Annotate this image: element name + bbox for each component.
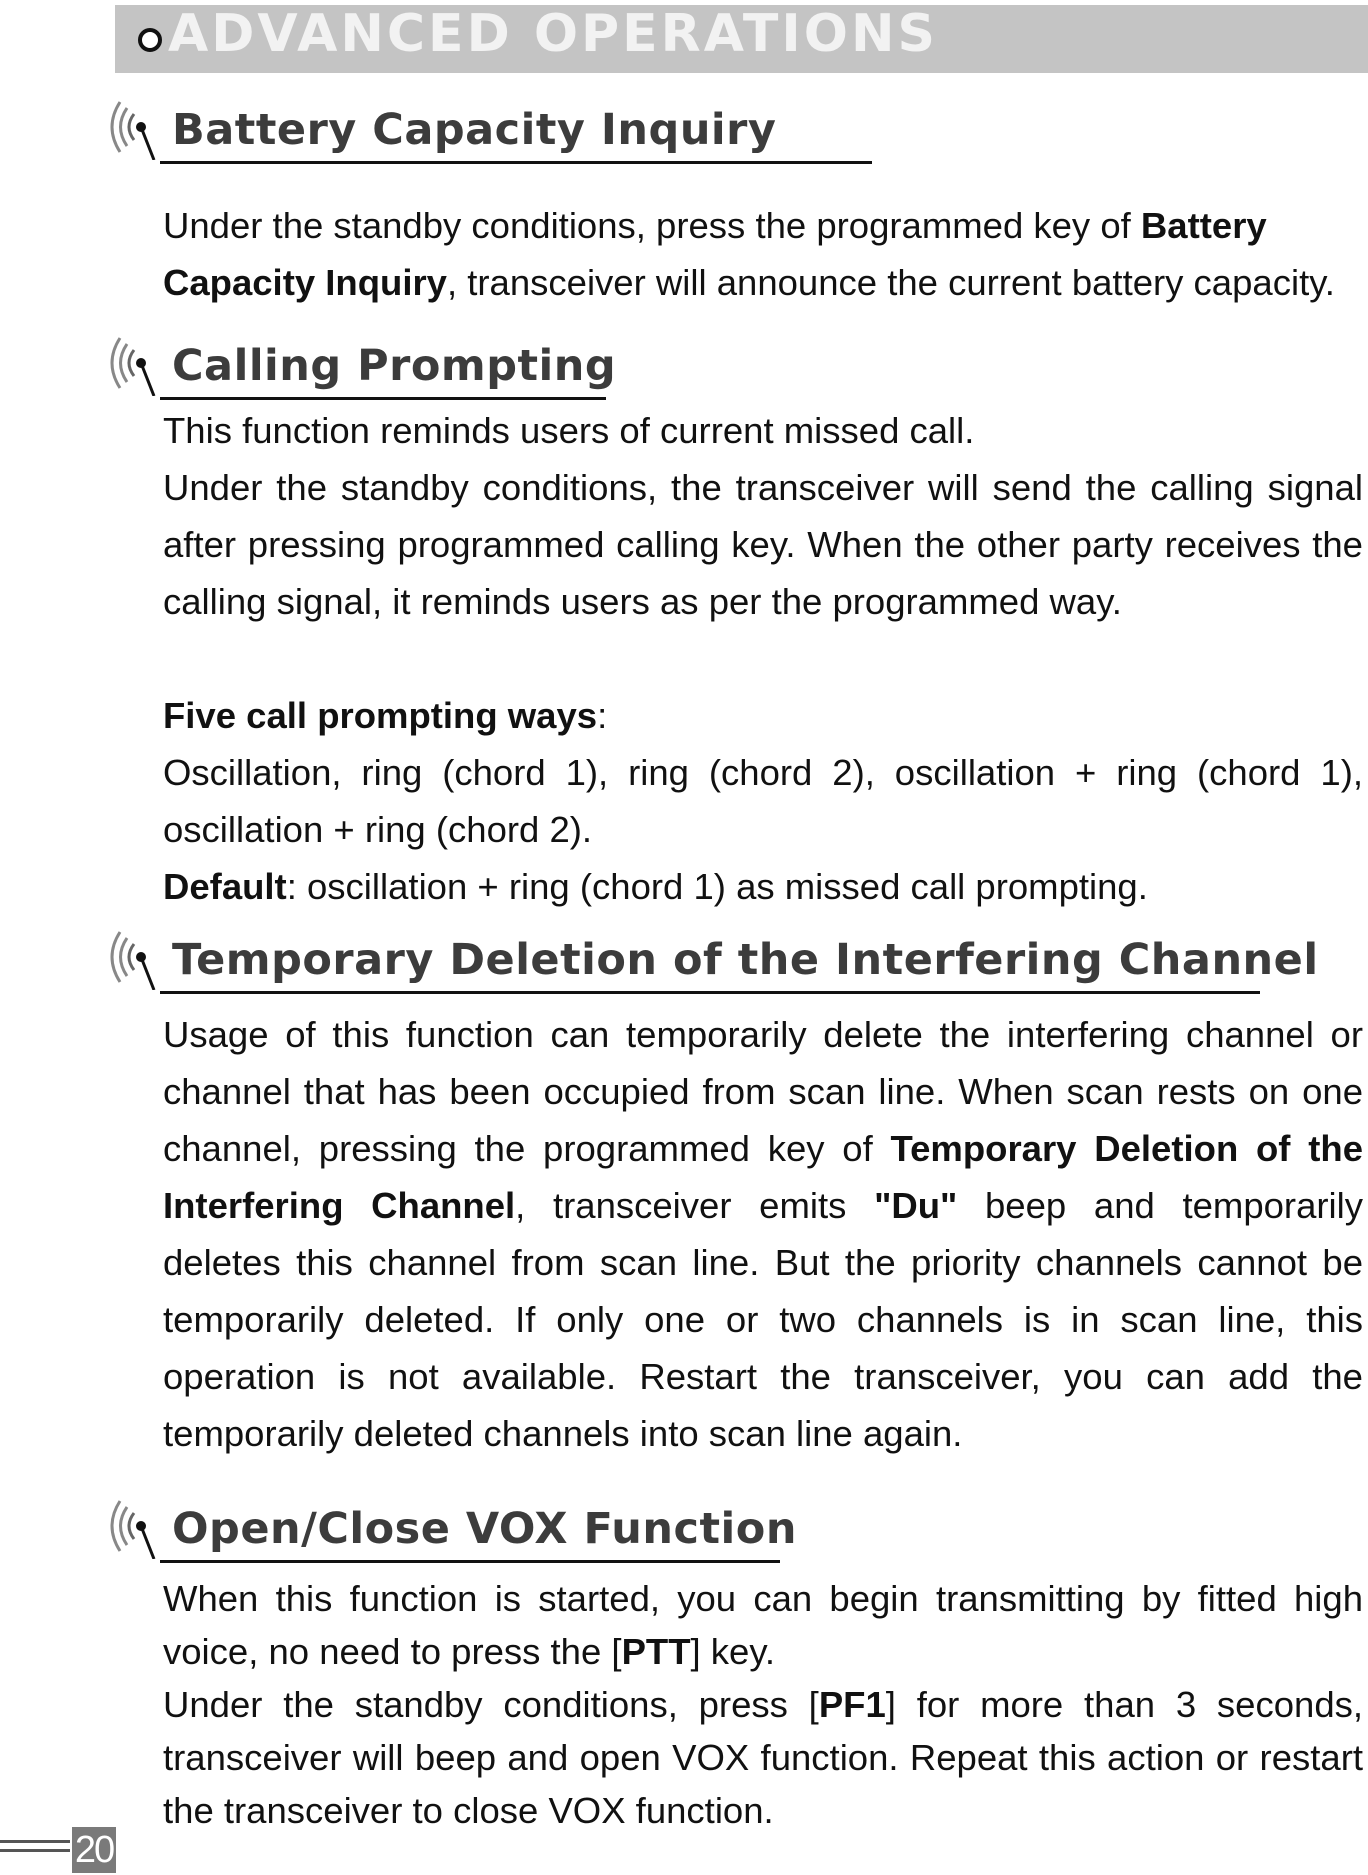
section-heading-temporary-deletion [110,924,1350,994]
signal-waves-icon [110,330,174,396]
paragraph-temporary-deletion: Usage of this function can temporarily delete the interfering channel or channel that has been occupied from scan line. When scan rests on one channel, pressing the programmed key of Temporary Deletion of the Interfering Channel, transceiver emits "Du" beep and temporarily deletes this channel from scan line. But the priority channels cannot be temporarily deleted. If only one or two channels is in scan line, this operation is not available. Restart the transceiver, you can add the temporarily deleted channels into scan line again. [163,1014,1363,1454]
section-title: Calling Prompting [172,341,617,391]
signal-waves-icon [110,1493,174,1559]
heading-underline [160,1560,780,1563]
section-heading-calling [110,330,1350,400]
heading-underline [160,161,872,164]
paragraph-call-prompting-ways: Oscillation, ring (chord 1), ring (chord 2), oscillation + ring (chord 1), oscillation + ring (chord 2). [163,752,1363,850]
signal-waves-icon [110,924,174,990]
section-title: Battery Capacity Inquiry [172,105,777,155]
section-title: Open/Close VOX Function [172,1504,797,1554]
paragraph-vox-intro: When this function is started, you can begin transmitting by fitted high voice, no need to press the [PTT] key. [163,1578,1363,1672]
paragraph-default: Default: oscillation + ring (chord 1) as missed call prompting. [163,866,1148,907]
page-title: ADVANCED OPERATIONS [168,4,938,64]
heading-underline [160,397,606,400]
header-bullet-icon [138,28,162,52]
heading-underline [160,991,1260,994]
paragraph-vox-detail: Under the standby conditions, press [PF1] for more than 3 seconds, transceiver will beep and open VOX function. Repeat this action or restart the transceiver to close VOX function. [163,1684,1364,1831]
page-number: 20 [72,1827,116,1873]
paragraph-battery: Under the standby conditions, press the programmed key of Battery Capacity Inquiry, transceiver will announce the current battery capacity. [163,205,1335,303]
footer-rule [0,1840,70,1860]
paragraph-calling-detail: Under the standby conditions, the transceiver will send the calling signal after pressing programmed calling key. When the other party receives the calling signal, it reminds users as per the programmed way. [163,467,1363,622]
section-heading-battery [110,94,1350,164]
section-title: Temporary Deletion of the Interfering Channel [172,935,1319,985]
signal-waves-icon [110,94,174,160]
section-heading-vox [110,1493,1350,1563]
paragraph-call-prompting-ways-label: Five call prompting ways: [163,695,608,736]
paragraph-calling-intro: This function reminds users of current missed call. [163,410,975,451]
